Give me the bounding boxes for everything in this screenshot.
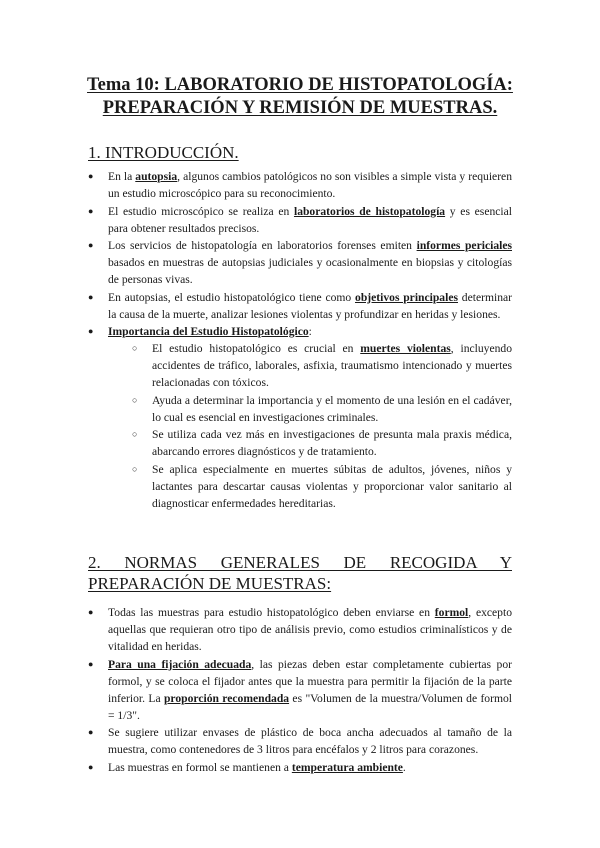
item-text: y es esencial para obtener resultados precisos. [108,204,512,235]
list-item [88,203,512,237]
item-text: determinar la causa de la muerte, analizar lesiones violentas y profundizar en heridas y lesiones. [108,290,512,321]
bullet-icon: ● [88,727,94,737]
bullet-icon: ● [88,607,94,617]
item-text: : [308,325,312,338]
item-text: . [402,760,406,774]
section-2-heading [88,552,512,594]
item-text: El estudio microscópico se realiza en [108,204,294,218]
sub-list-item [108,392,512,426]
sub-list-item [108,461,512,512]
title-line-2: PREPARACIÓN Y REMISIÓN DE MUESTRAS. [102,98,498,118]
title-line-1: Tema 10: LABORATORIO DE HISTOPATOLOGÍA: [87,75,513,95]
item-highlight: Importancia del Estudio Histopatológico [108,325,309,338]
item-text: Se sugiere utilizar envases de plástico de boca ancha adecuados al tamaño de la muestra, como contenedores de 3 litros para encéfalos y 2 litros para corazones. [108,726,512,756]
item-text: , las piezas deben estar completamente cubiertas por formol, y se coloca el fijador antes que la muestra para permitir la fijación de la parte inferior. La [108,657,512,705]
section-2-heading-line-1: 2. NORMAS GENERALES DE RECOGIDA Y [88,553,512,572]
section-2-list [88,604,512,776]
item-text: , algunos cambios patológicos no son visibles a simple vista y requieren un estudio microscópico para su reconocimiento. [108,170,513,200]
item-text: Todas las muestras para estudio histopatológico deben enviarse en [108,606,435,619]
circle-bullet-icon: ○ [132,429,138,439]
item-text: , incluyendo accidentes de tráfico, laborales, asfixia, traumatismo intencionado y muertes relacionadas con tóxicos. [152,342,512,389]
item-highlight: autopsia [135,170,178,183]
bullet-icon: ● [88,171,94,181]
list-item [88,168,512,202]
item-highlight: proporción recomendada [163,691,290,705]
item-text: , excepto aquellas que requieran otro tipo de análisis previo, como estudios criminalísticos y de vitalidad en heridas. [108,606,512,653]
list-item [88,724,512,758]
section-1-list [88,168,512,512]
circle-bullet-icon: ○ [132,343,138,353]
list-item [88,759,512,776]
item-text: El estudio histopatológico es crucial en [152,342,361,355]
document-title [60,74,540,120]
bullet-icon: ● [88,658,94,669]
item-text: Se aplica especialmente en muertes súbitas de adultos, jóvenes, niños y lactantes para descartar causas violentas y proporcionar valor sanitario al diagnosticar enfermedades hereditarias. [152,462,512,510]
item-highlight: Para una fijación adecuada [108,657,252,671]
item-text: basados en muestras de autopsias judiciales y ocasionalmente en biopsias y citologías de personas vivas. [108,256,512,286]
item-text: es "Volumen de la muestra/Volumen de formol = 1/3". [108,691,512,722]
sub-list [108,340,512,512]
bullet-icon: ● [88,326,94,336]
bullet-icon: ● [88,205,94,216]
section-1-heading: 1. INTRODUCCIÓN. [88,143,239,162]
item-text: Se utiliza cada vez más en investigaciones de presunta mala praxis médica, abarcando errores diagnósticos y de tratamiento. [152,428,512,458]
item-text: Las muestras en formol se mantienen a [108,760,292,774]
circle-bullet-icon: ○ [132,463,138,474]
circle-bullet-icon: ○ [132,394,138,405]
item-text: En autopsias, el estudio histopatológico tiene como [108,290,356,304]
item-text: En la [108,170,136,183]
item-text: Los servicios de histopatología en laboratorios forenses emiten [108,239,417,252]
sub-list-item [108,426,512,460]
item-highlight: laboratorios de histopatología [293,204,446,218]
item-highlight: objetivos principales [355,290,458,304]
list-item [88,289,512,323]
section-2-heading-line-2: PREPARACIÓN DE MUESTRAS: [88,574,332,593]
list-item [88,237,512,288]
item-highlight: muertes violentas [360,342,451,355]
list-item [88,604,512,655]
bullet-icon: ● [88,240,94,250]
list-item [88,656,512,724]
list-item [88,323,512,512]
item-highlight: temperatura ambiente [291,760,403,774]
bullet-icon: ● [88,761,94,772]
item-highlight: informes periciales [416,239,512,252]
item-highlight: formol [434,606,469,619]
item-text: Ayuda a determinar la importancia y el momento de una lesión en el cadáver, lo cual es esencial en investigaciones criminales. [152,393,512,424]
sub-list-item [108,340,512,391]
bullet-icon: ● [88,291,94,302]
